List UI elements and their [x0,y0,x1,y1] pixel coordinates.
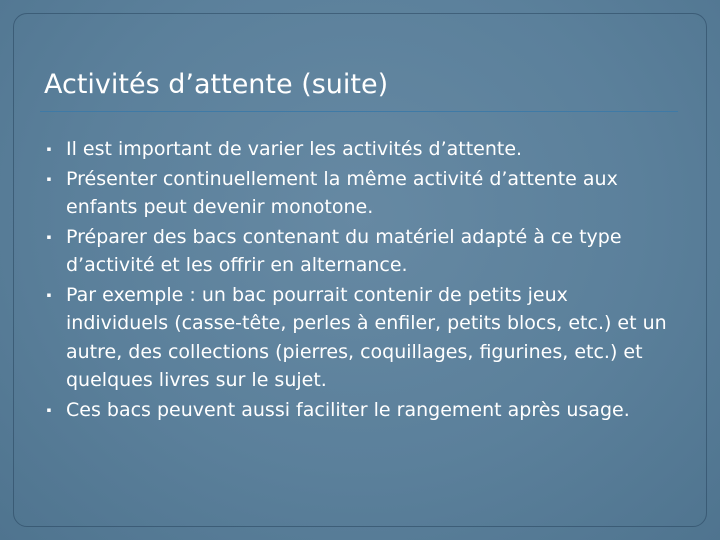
bullet-item [44,281,684,395]
bullet-item [44,396,684,425]
bullet-list [44,135,684,424]
title-underline [40,111,678,112]
small-square-bullet-icon: ▪ [46,405,52,414]
small-square-bullet-icon: ▪ [46,145,52,153]
bullet-item [44,135,684,164]
bullet-text: Par exemple : un bac pourrait contenir de petits jeux individuels (casse-tête, perles à enfiler, petits blocs, etc.) et un autre, des collections (pierres, coquillages, figurines, etc.) et quelques livres sur le sujet. [66,283,667,391]
small-square-bullet-icon: ▪ [46,290,52,299]
bullet-text: Préparer des bacs contenant du matériel adapté à ce type d’activité et les offrir en alternance. [66,225,622,276]
bullet-item [44,223,684,280]
small-square-bullet-icon: ▪ [46,174,52,183]
bullet-text: Présenter continuellement la même activité d’attente aux enfants peut devenir monotone. [66,167,618,218]
bullet-item [44,165,684,222]
small-square-bullet-icon: ▪ [46,232,52,241]
bullet-text: Il est important de varier les activités d’attente. [66,138,523,160]
bullet-text: Ces bacs peuvent aussi faciliter le rangement après usage. [66,398,630,421]
slide-title: Activités d’attente (suite) [44,69,389,100]
